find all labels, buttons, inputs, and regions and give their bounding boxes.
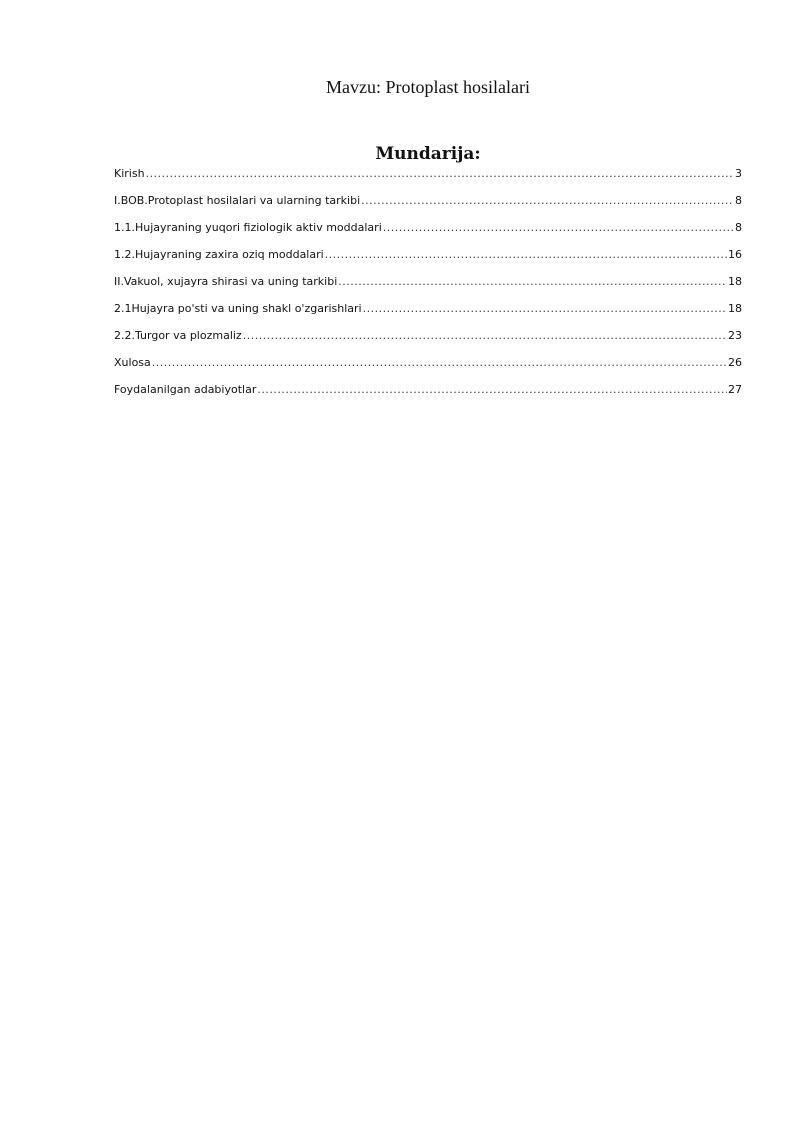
toc-entry-page: 23 xyxy=(728,329,742,342)
toc-entry-label: Kirish xyxy=(114,167,145,180)
toc-entry-label: II.Vakuol, xujayra shirasi va uning tarkibi xyxy=(114,275,338,288)
toc-dot-leader xyxy=(325,248,727,261)
toc-dot-leader xyxy=(146,167,734,180)
toc-entry[interactable] xyxy=(114,164,742,180)
table-of-contents xyxy=(114,164,742,407)
toc-entry[interactable] xyxy=(114,272,742,288)
toc-heading: Mundarija: xyxy=(375,144,481,164)
toc-entry[interactable] xyxy=(114,326,742,342)
toc-entry-page: 16 xyxy=(728,248,742,261)
toc-dot-leader xyxy=(243,329,727,342)
toc-entry[interactable] xyxy=(114,380,742,396)
toc-dot-leader xyxy=(383,221,734,234)
toc-entry-label: 1.1.Hujayraning yuqori fiziologik aktiv moddalari xyxy=(114,221,382,234)
toc-entry[interactable] xyxy=(114,245,742,261)
toc-dot-leader xyxy=(338,275,727,288)
toc-dot-leader xyxy=(152,356,727,369)
toc-entry-label: 2.2.Turgor va plozmaliz xyxy=(114,329,242,342)
toc-entry[interactable] xyxy=(114,218,742,234)
toc-dot-leader xyxy=(257,383,727,396)
toc-entry-page: 8 xyxy=(735,221,742,234)
toc-dot-leader xyxy=(361,194,734,207)
toc-entry-label: 1.2.Hujayraning zaxira oziq moddalari xyxy=(114,248,324,261)
toc-dot-leader xyxy=(363,302,727,315)
toc-entry-page: 27 xyxy=(728,383,742,396)
toc-entry-page: 18 xyxy=(728,302,742,315)
toc-entry-page: 8 xyxy=(735,194,742,207)
toc-entry[interactable] xyxy=(114,191,742,207)
toc-entry-label: I.BOB.Protoplast hosilalari va ularning tarkibi xyxy=(114,194,361,207)
document-title: Mavzu: Protoplast hosilalari xyxy=(326,77,530,97)
toc-entry-label: 2.1Hujayra po'sti va uning shakl o'zgarishlari xyxy=(114,302,362,315)
toc-entry-page: 3 xyxy=(735,167,742,180)
toc-entry[interactable] xyxy=(114,299,742,315)
toc-entry-page: 26 xyxy=(728,356,742,369)
toc-entry-page: 18 xyxy=(728,275,742,288)
toc-entry[interactable] xyxy=(114,353,742,369)
toc-entry-label: Xulosa xyxy=(114,356,151,369)
toc-entry-label: Foydalanilgan adabiyotlar xyxy=(114,383,257,396)
